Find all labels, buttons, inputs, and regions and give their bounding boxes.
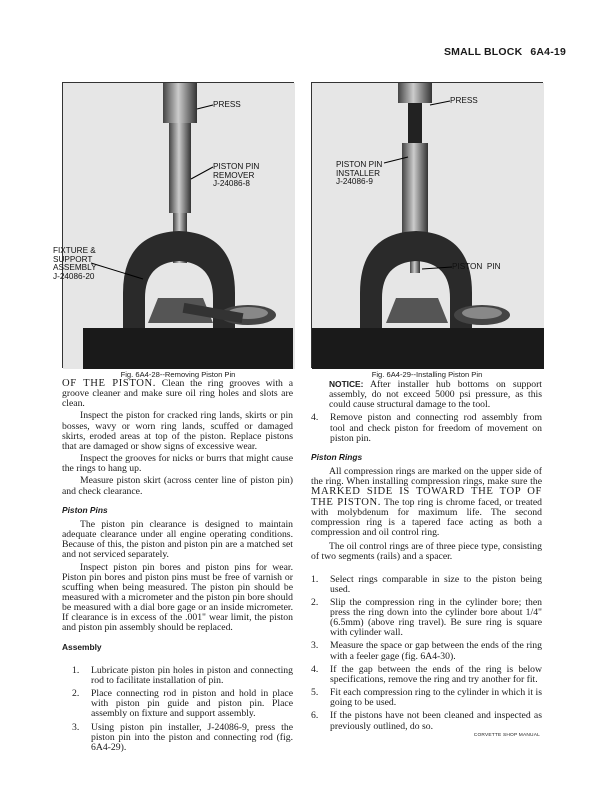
figure-caption: Fig. 6A4-29--Installing Piston Pin (371, 370, 483, 379)
label-press: PRESS (213, 100, 241, 109)
list-item: 2. Slip the compression ring in the cylinder bore; then press the ring down into the cylinder bore about 1/4" (6.5mm) (above ring travel). Be sure ring is square with cylinder wall. (311, 596, 542, 639)
paragraph: Measure piston skirt (across center line of piston pin) and check clearance. (62, 475, 293, 497)
figure-installing-piston-pin (311, 82, 543, 368)
paragraph: Inspect the grooves for nicks or burrs that might cause the rings to hang up. (62, 453, 293, 475)
list-item: 6. If the pistons have not been cleaned and inspected as previously outlined, do so. (311, 710, 542, 732)
section-heading: Assembly (62, 641, 102, 652)
press-photo-illustration (63, 83, 295, 369)
label-piston-pin-installer: PISTON PIN INSTALLER J-24086-9 (336, 160, 383, 187)
paragraph: Inspect piston pin bores and piston pins for wear. Piston pin bores and piston pins must be free of varnish or scuffing when being measured. The piston pin should be measured with a micrometer and the piston pin bore should be measured with a dial bore gage or an inside micrometer. If clearance is in excess of the .001" wear limit, the piston and piston pin assembly should be replaced. (62, 561, 293, 634)
list-item: 1. Select rings comparable in size to the piston being used. (311, 573, 542, 595)
label-piston-pin-remover: PISTON PIN REMOVER J-24086-8 (213, 162, 260, 189)
notice: NOTICE: After installer hub bottoms on support assembly, do not exceed 5000 psi pressure, as this could cause structural damage to the tool. (329, 379, 542, 411)
right-column (311, 379, 542, 735)
paragraph: The piston pin clearance is designed to maintain adequate clearance under all engine operating conditions. Because of this, the piston and piston pin are a matched set and not serviced separately. (62, 518, 293, 561)
label-press: PRESS (450, 96, 478, 105)
paragraph: Inspect the piston for cracked ring lands, skirts or pin bosses, wavy or worn ring lands, scuffed or damaged skirts, eroded areas at top of the piston. Replace pistons that are damaged or show signs of excessive wear. (62, 410, 293, 452)
section-heading: Piston Pins (62, 504, 108, 515)
left-column (62, 379, 293, 756)
ring-steps (311, 575, 542, 732)
section-heading: Piston Rings (311, 451, 363, 462)
running-header (436, 46, 566, 58)
footer: CORVETTE SHOP MANUAL (473, 733, 540, 738)
label-piston-pin: PISTON PIN (452, 262, 501, 271)
figure-caption: Fig. 6A4-28--Removing Piston Pin (120, 370, 236, 379)
paragraph: OF THE PISTON. Clean the ring grooves with a groove cleaner and make sure oil ring holes and slots are clean. (62, 378, 293, 410)
list-item: 4. Remove piston and connecting rod assembly from tool and check piston for freedom of movement on piston pin. (311, 412, 542, 444)
page-number: 6A4-19 (530, 46, 566, 58)
list-item: 3. Using piston pin installer, J-24086-9, press the piston pin into the piston and connecting rod (fig. 6A4-29). (72, 721, 293, 753)
list-item: 1. Lubricate piston pin holes in piston and connecting rod to facilitate installation of pin. (72, 664, 293, 686)
list-item: 4. If the gap between the ends of the ring is below specifications, remove the ring and try another for fit. (311, 663, 542, 685)
list-item: 2. Place connecting rod in piston and hold in place with piston pin guide and piston pin. Place assembly on fixture and support assembly. (72, 688, 293, 720)
assembly-steps (62, 666, 293, 753)
paragraph: The oil control rings are of three piece type, consisting of two segments (rails) and a spacer. (311, 541, 542, 563)
list-item: 5. Fit each compression ring to the cylinder in which it is going to be used. (311, 687, 542, 709)
assembly-steps-continued (311, 413, 542, 443)
list-item: 3. Measure the space or gap between the ends of the ring with a feeler gage (fig. 6A4-30). (311, 640, 542, 662)
press-photo-illustration (312, 83, 544, 369)
paragraph: All compression rings are marked on the upper side of the ring. When installing compression rings, make sure the MARKED SIDE IS TOWARD THE TOP OF THE PISTON. The top ring is chrome faced, or treated with molybdenum for maximum life. The second compression ring is a tapered face acting as both a compression and oil control ring. (311, 466, 542, 539)
label-fixture-support-assembly: FIXTURE & SUPPORT ASSEMBLY J-24086-20 (53, 246, 97, 281)
figure-removing-piston-pin (53, 82, 294, 368)
section-title: SMALL BLOCK (443, 46, 523, 58)
